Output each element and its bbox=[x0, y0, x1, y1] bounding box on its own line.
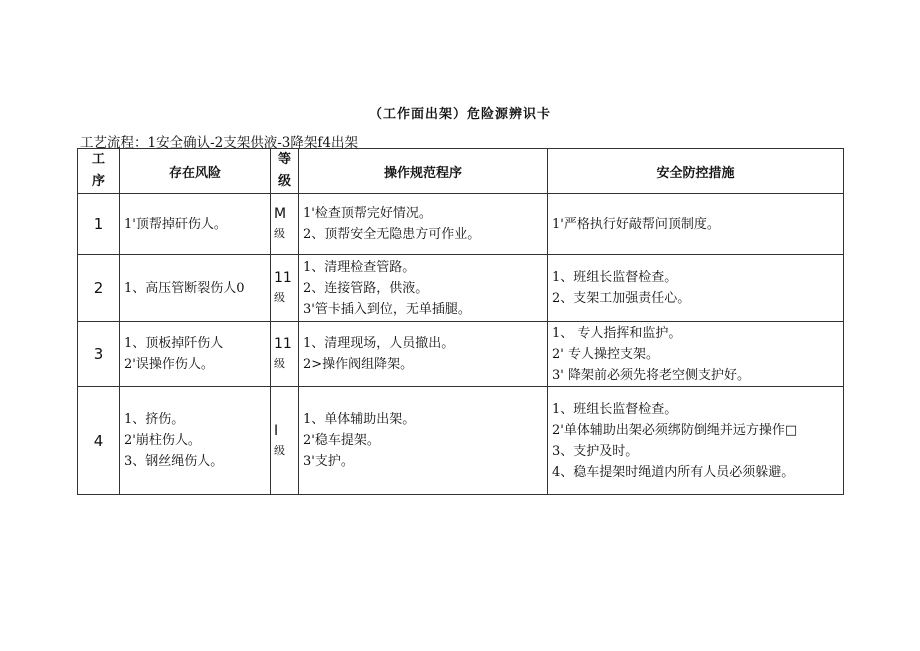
procedure-line: 2、连接管路，供液。 bbox=[303, 280, 429, 296]
header-risk: 存在风险 bbox=[120, 149, 271, 194]
procedure-line: 1、清理现场，人员撤出。 bbox=[303, 336, 455, 351]
row-risk bbox=[120, 387, 271, 495]
level-text: 级 bbox=[274, 443, 285, 457]
row-level bbox=[271, 255, 299, 322]
procedure-line: 2、顶帮安全无隐患方可作业。 bbox=[303, 227, 481, 242]
procedure-line: 2>操作阀组降架。 bbox=[303, 357, 414, 372]
table-header-row bbox=[78, 149, 844, 194]
control-line: 1、 专人指挥和监护。 bbox=[552, 325, 682, 341]
control-line: 2' 专人操控支架。 bbox=[552, 346, 659, 362]
risk-line: 3、钢丝绳伤人。 bbox=[124, 454, 224, 469]
procedure-line: 3'支护。 bbox=[303, 454, 354, 469]
level-mark: 11 bbox=[274, 270, 292, 286]
header-seq-bottom: 序 bbox=[91, 174, 105, 189]
row-seq: 4 bbox=[78, 387, 120, 495]
procedure-line: 1、单体辅助出架。 bbox=[303, 412, 416, 427]
hazard-table bbox=[77, 148, 844, 495]
control-line: 2'单体辅助出架必须绑防倒绳并远方操作□ bbox=[552, 422, 798, 438]
row-procedure bbox=[299, 194, 548, 255]
row-procedure bbox=[299, 387, 548, 495]
header-seq bbox=[78, 149, 120, 194]
process-flow: 工艺流程：1安全确认-2支架供液-3降架f4出架 bbox=[80, 135, 358, 151]
row-control bbox=[548, 387, 844, 495]
table-row bbox=[78, 255, 844, 322]
row-procedure bbox=[299, 255, 548, 322]
control-line: 3' 降架前必须先将老空侧支护好。 bbox=[552, 367, 750, 383]
risk-line: 1、顶板掉阡伤人 bbox=[124, 336, 224, 351]
row-seq: 1 bbox=[78, 194, 120, 255]
risk-line: 1、挤伤。 bbox=[124, 412, 185, 427]
control-line: 2、支架工加强责任心。 bbox=[552, 291, 691, 306]
level-mark: M bbox=[274, 206, 287, 222]
table-row bbox=[78, 322, 844, 387]
level-text: 级 bbox=[274, 291, 285, 304]
row-procedure bbox=[299, 322, 548, 387]
procedure-line: 1、清理检查管路。 bbox=[303, 259, 416, 275]
row-level bbox=[271, 322, 299, 387]
control-line: 1、班组长监督检查。 bbox=[552, 401, 678, 417]
risk-line: 1、高压管断裂伤人0 bbox=[124, 280, 245, 296]
control-line: 1'严格执行好敲帮问顶制度。 bbox=[552, 216, 720, 232]
row-level bbox=[271, 194, 299, 255]
level-text: 级 bbox=[274, 357, 285, 370]
table-row bbox=[78, 194, 844, 255]
level-mark: 11 bbox=[274, 336, 292, 352]
header-control: 安全防控措施 bbox=[548, 149, 844, 194]
procedure-line: 3'管卡插入到位，无单插腿。 bbox=[303, 301, 471, 317]
control-line: 4、稳车提架时绳道内所有人员必须躲避。 bbox=[552, 464, 795, 480]
control-line: 1、班组长监督检查。 bbox=[552, 270, 678, 285]
header-seq-top: 工 bbox=[91, 152, 105, 167]
row-risk bbox=[120, 255, 271, 322]
row-control bbox=[548, 322, 844, 387]
risk-line: 2'崩柱伤人。 bbox=[124, 433, 201, 448]
row-risk bbox=[120, 194, 271, 255]
row-control bbox=[548, 255, 844, 322]
procedure-line: 1'检查顶帮完好情况。 bbox=[303, 206, 432, 221]
header-level-bottom: 级 bbox=[277, 174, 291, 189]
row-control bbox=[548, 194, 844, 255]
row-seq: 3 bbox=[78, 322, 120, 387]
level-mark: I bbox=[274, 422, 279, 439]
risk-line: 2'误操作伤人。 bbox=[124, 357, 214, 372]
procedure-line: 2'稳车提架。 bbox=[303, 433, 380, 448]
header-procedure: 操作规范程序 bbox=[299, 149, 548, 194]
header-level-top: 等 bbox=[277, 152, 291, 167]
risk-line: 1'顶帮掉矸伤人。 bbox=[124, 216, 227, 232]
card-title: （工作面出架）危险源辨识卡 bbox=[368, 107, 551, 122]
row-risk bbox=[120, 322, 271, 387]
table-row bbox=[78, 387, 844, 495]
row-level bbox=[271, 387, 299, 495]
header-level bbox=[271, 149, 299, 194]
row-seq: 2 bbox=[78, 255, 120, 322]
level-text: 级 bbox=[274, 227, 285, 240]
control-line: 3、支护及时。 bbox=[552, 443, 639, 459]
